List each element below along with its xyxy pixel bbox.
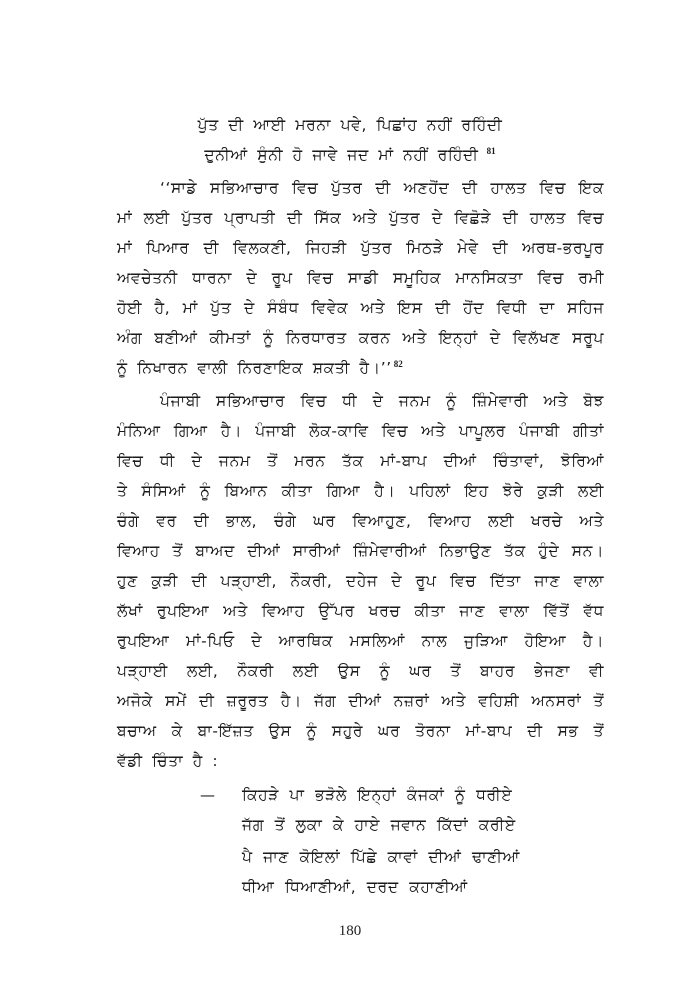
quote-line-6: ਅੰਗ ਬਣੀਆਂ ਕੀਮਤਾਂ ਨੂੰ ਨਿਰਧਾਰਤ ਕਰਨ ਅਤੇ ਇਨ੍ਹਾਂ ਦੇ ਵਿਲੱਖਣ ਸਰੂਪ [117, 329, 604, 347]
footnote-ref-81: 81 [486, 145, 496, 156]
body-line-10: ਪੜ੍ਹਾਈ ਲਈ, ਨੌਕਰੀ ਲਈ ਉਸ ਨੂੰ ਘਰ ਤੋਂ ਬਾਹਰ ਭੇਜਣਾ ਵੀ [117, 662, 604, 680]
body-line-12: ਬਚਾਅ ਕੇ ਬਾ-ਇੱਜ਼ਤ ਉਸ ਨੂੰ ਸਹੁਰੇ ਘਰ ਤੋਰਨਾ ਮਾਂ-ਬਾਪ ਦੀ ਸਭ ਤੋਂ [117, 722, 604, 740]
body-line-4: ਤੇ ਸੰਸਿਆਂ ਨੂੰ ਬਿਆਨ ਕੀਤਾ ਗਿਆ ਹੈ। ਪਹਿਲਾਂ ਇਹ ਝੋਰੇ ਕੁੜੀ ਲਈ [117, 482, 604, 500]
verse-dash: — [200, 786, 215, 804]
opening-verse-line-2 [0, 141, 700, 169]
verse-text: ਪੁੱਤ ਦੀ ਆਈ ਮਰਨਾ ਪਵੇ, ਪਿਛਾਂਹ ਨਹੀਂ ਰਹਿੰਦੀ [197, 116, 503, 134]
opening-verse-line-1 [0, 111, 700, 139]
closing-verse-line-2: ਜੱਗ ਤੋਂ ਲੁਕਾ ਕੇ ਹਾਏ ਜਵਾਨ ਕਿੱਦਾਂ ਕਰੀਏ [242, 816, 516, 834]
quote-line-5: ਹੋਈ ਹੈ, ਮਾਂ ਪੁੱਤ ਦੇ ਸੰਬੰਧ ਵਿਵੇਕ ਅਤੇ ਇਸ ਦੀ ਹੋਂਦ ਵਿਧੀ ਦਾ ਸਹਿਜ [117, 299, 604, 317]
body-line-7: ਹੁਣ ਕੁੜੀ ਦੀ ਪੜ੍ਹਾਈ, ਨੌਕਰੀ, ਦਹੇਜ ਦੇ ਰੂਪ ਵਿਚ ਦਿੱਤਾ ਜਾਣ ਵਾਲਾ [117, 572, 604, 590]
quote-text: ਨੂੰ ਨਿਖਾਰਨ ਵਾਲੀ ਨਿਰਣਾਇਕ ਸ਼ਕਤੀ ਹੈ।’’ [117, 359, 392, 377]
quote-line-1: ‘‘ਸਾਡੇ ਸਭਿਆਚਾਰ ਵਿਚ ਪੁੱਤਰ ਦੀ ਅਣਹੋਂਦ ਦੀ ਹਾਲਤ ਵਿਚ ਇਕ [160, 179, 604, 197]
closing-verse-line-1: ਕਿਹੜੇ ਪਾ ਭੜੋਲੇ ਇਨ੍ਹਾਂ ਕੰਜਕਾਂ ਨੂੰ ਧਰੀਏ [242, 786, 513, 804]
body-line-5: ਚੰਗੇ ਵਰ ਦੀ ਭਾਲ, ਚੰਗੇ ਘਰ ਵਿਆਹੁਣ, ਵਿਆਹ ਲਈ ਖਰਚੇ ਅਤੇ [117, 512, 604, 530]
quote-line-4: ਅਵਚੇਤਨੀ ਧਾਰਨਾ ਦੇ ਰੂਪ ਵਿਚ ਸਾਡੀ ਸਮੂਹਿਕ ਮਾਨਸਿਕਤਾ ਵਿਚ ਰਮੀ [117, 269, 604, 287]
quote-line-3: ਮਾਂ ਪਿਆਰ ਦੀ ਵਿਲਕਣੀ, ਜਿਹੜੀ ਪੁੱਤਰ ਮਿਠੜੇ ਮੇਵੇ ਦੀ ਅਰਥ-ਭਰਪੂਰ [117, 239, 604, 257]
body-line-3: ਵਿਚ ਧੀ ਦੇ ਜਨਮ ਤੋਂ ਮਰਨ ਤੱਕ ਮਾਂ-ਬਾਪ ਦੀਆਂ ਚਿੰਤਾਵਾਂ, ਝੋਰਿਆਂ [117, 452, 604, 470]
closing-verse-line-4: ਧੀਆ ਧਿਆਣੀਆਂ, ਦਰਦ ਕਹਾਣੀਆਂ [242, 878, 468, 896]
quote-line-2: ਮਾਂ ਲਈ ਪੁੱਤਰ ਪ੍ਰਾਪਤੀ ਦੀ ਸਿੱਕ ਅਤੇ ਪੁੱਤਰ ਦੇ ਵਿਛੋੜੇ ਦੀ ਹਾਲਤ ਵਿਚ [117, 209, 604, 227]
quote-line-7 [117, 354, 604, 382]
verse-text: ਦੁਨੀਆਂ ਸੁੰਨੀ ਹੋ ਜਾਵੇ ਜਦ ਮਾਂ ਨਹੀਂ ਰਹਿੰਦੀ [204, 146, 479, 164]
body-line-11: ਅਜੋਕੇ ਸਮੇਂ ਦੀ ਜ਼ਰੂਰਤ ਹੈ। ਜੱਗ ਦੀਆਂ ਨਜ਼ਰਾਂ ਅਤੇ ਵਹਿਸ਼ੀ ਅਨਸਰਾਂ ਤੋਂ [117, 692, 604, 710]
body-line-1: ਪੰਜਾਬੀ ਸਭਿਆਚਾਰ ਵਿਚ ਧੀ ਦੇ ਜਨਮ ਨੂੰ ਜ਼ਿੰਮੇਵਾਰੀ ਅਤੇ ਬੋਝ [160, 392, 604, 410]
closing-verse-line-3: ਪੈ ਜਾਣ ਕੋਇਲਾਂ ਪਿੱਛੇ ਕਾਵਾਂ ਦੀਆਂ ਢਾਣੀਆਂ [242, 848, 521, 866]
body-line-9: ਰੁਪਇਆ ਮਾਂ-ਪਿਓ ਦੇ ਆਰਥਿਕ ਮਸਲਿਆਂ ਨਾਲ ਜੁੜਿਆ ਹੋਇਆ ਹੈ। [117, 632, 604, 650]
body-line-13: ਵੱਡੀ ਚਿੰਤਾ ਹੈ : [117, 752, 219, 770]
body-line-8: ਲੱਖਾਂ ਰੁਪਇਆ ਅਤੇ ਵਿਆਹ ਉੱਪਰ ਖਰਚ ਕੀਤਾ ਜਾਣ ਵਾਲਾ ਵਿੱਤੋਂ ਵੱਧ [117, 602, 604, 620]
page-number: 180 [338, 923, 362, 939]
body-line-2: ਮੰਨਿਆ ਗਿਆ ਹੈ। ਪੰਜਾਬੀ ਲੋਕ-ਕਾਵਿ ਵਿਚ ਅਤੇ ਪਾਪੂਲਰ ਪੰਜਾਬੀ ਗੀਤਾਂ [117, 422, 604, 440]
body-line-6: ਵਿਆਹ ਤੋਂ ਬਾਅਦ ਦੀਆਂ ਸਾਰੀਆਂ ਜ਼ਿੰਮੇਵਾਰੀਆਂ ਨਿਭਾਉਣ ਤੱਕ ਹੁੰਦੇ ਸਨ। [117, 542, 604, 560]
footnote-ref-82: 82 [393, 358, 403, 369]
